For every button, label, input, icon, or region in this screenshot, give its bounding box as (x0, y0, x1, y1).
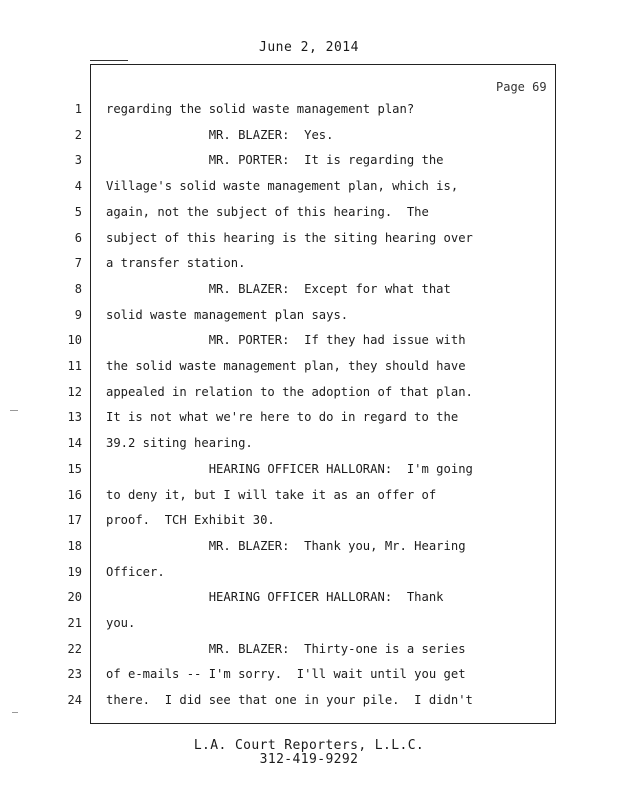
line-text: MR. BLAZER: Thirty-one is a series (106, 642, 466, 656)
line-text: subject of this hearing is the siting hearing over (106, 231, 473, 245)
line-text: the solid waste management plan, they should have (106, 359, 466, 373)
line-text: MR. PORTER: If they had issue with (106, 333, 466, 347)
line-number: 8 (74, 282, 82, 296)
line-text: proof. TCH Exhibit 30. (106, 513, 275, 527)
line-number: 23 (67, 667, 82, 681)
line-number: 16 (67, 488, 82, 502)
line-text: 39.2 siting hearing. (106, 436, 253, 450)
line-number: 15 (67, 462, 82, 476)
line-text: MR. PORTER: It is regarding the (106, 153, 444, 167)
line-number: 21 (67, 616, 82, 630)
line-text: a transfer station. (106, 256, 246, 270)
line-number: 20 (67, 590, 82, 604)
line-number: 13 (67, 410, 82, 424)
line-number: 1 (74, 102, 82, 116)
line-number: 5 (74, 205, 82, 219)
header-date: June 2, 2014 (259, 40, 359, 55)
line-number: 11 (67, 359, 82, 373)
line-number: 18 (67, 539, 82, 553)
line-text: to deny it, but I will take it as an offer of (106, 488, 437, 502)
line-text: regarding the solid waste management plan? (106, 102, 415, 116)
line-number: 7 (74, 256, 82, 270)
line-number: 22 (67, 642, 82, 656)
line-text: again, not the subject of this hearing. The (106, 205, 429, 219)
line-number: 12 (67, 385, 82, 399)
line-text: HEARING OFFICER HALLORAN: I'm going (106, 462, 473, 476)
footer-company: L.A. Court Reporters, L.L.C. (193, 738, 425, 753)
line-text: of e-mails -- I'm sorry. I'll wait until you get (106, 667, 466, 681)
line-text: MR. BLAZER: Except for what that (106, 282, 451, 296)
margin-mark (10, 410, 18, 411)
line-number: 3 (74, 153, 82, 167)
line-text: Officer. (106, 565, 165, 579)
line-number: 9 (74, 308, 82, 322)
line-text: there. I did see that one in your pile. I didn't (106, 693, 473, 707)
frame-top-dash (90, 60, 128, 61)
line-number: 24 (67, 693, 82, 707)
margin-mark (12, 712, 18, 713)
line-text: MR. BLAZER: Thank you, Mr. Hearing (106, 539, 466, 553)
line-number: 19 (67, 565, 82, 579)
line-text: HEARING OFFICER HALLORAN: Thank (106, 590, 444, 604)
line-text: Village's solid waste management plan, which is, (106, 179, 459, 193)
line-number: 4 (74, 179, 82, 193)
line-number: 17 (67, 513, 82, 527)
line-number: 14 (67, 436, 82, 450)
line-text: you. (106, 616, 136, 630)
footer-phone: 312-419-9292 (259, 752, 359, 767)
page-label: Page 69 (496, 80, 547, 94)
line-number: 10 (67, 333, 82, 347)
line-number: 2 (74, 128, 82, 142)
line-text: MR. BLAZER: Yes. (106, 128, 334, 142)
line-text: It is not what we're here to do in regard to the (106, 410, 459, 424)
line-text: appealed in relation to the adoption of that plan. (106, 385, 473, 399)
line-number: 6 (74, 231, 82, 245)
line-text: solid waste management plan says. (106, 308, 349, 322)
